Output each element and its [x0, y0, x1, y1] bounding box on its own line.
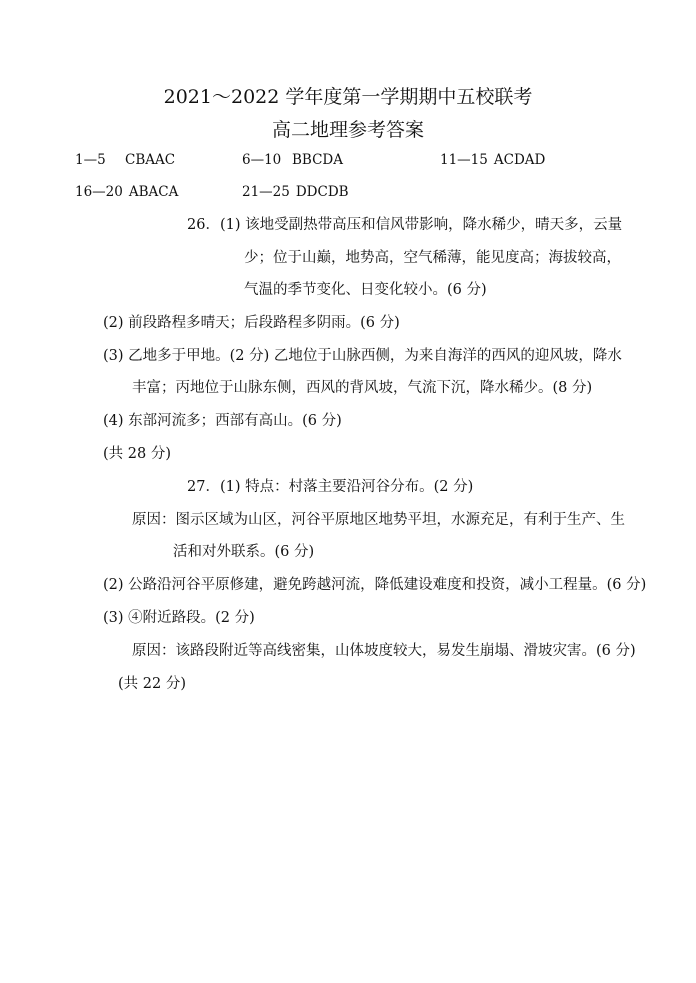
choice-answer-group	[440, 150, 545, 170]
q27-part3-reason: 原因：该路段附近等高线密集，山体坡度较大，易发生崩塌、滑坡灾害。(6 分)	[132, 643, 636, 659]
q26-part1-line1: 26．(1) 该地受副热带高压和信风带影响，降水稀少，晴天多，云量	[187, 217, 623, 233]
choice-answers: DDCDB	[295, 184, 349, 200]
choice-range: 1—5	[75, 152, 106, 168]
choice-answer-group	[242, 150, 343, 170]
q26-part1-line2: 少；位于山巅，地势高，空气稀薄，能见度高；海拔较高，	[244, 250, 621, 266]
q27-part1-reason-line2: 活和对外联系。(6 分)	[173, 544, 315, 560]
q27-total: (共 22 分)	[118, 676, 186, 692]
choice-range: 11—15	[440, 152, 488, 168]
q26-part3-line2: 丰富；丙地位于山脉东侧，西风的背风坡，气流下沉，降水稀少。(8 分)	[132, 380, 593, 396]
choice-answers: CBAAC	[125, 152, 176, 168]
q27-part3: (3) ④附近路段。(2 分)	[103, 610, 255, 626]
q26-part4: (4) 东部河流多；西部有高山。(6 分)	[103, 413, 342, 429]
choice-range: 6—10	[242, 152, 282, 168]
choice-answer-group	[242, 182, 349, 202]
document-title: 2021～2022 学年度第一学期期中五校联考	[163, 86, 533, 108]
choice-answer-group	[75, 182, 178, 202]
q27-part1: 27．(1) 特点：村落主要沿河谷分布。(2 分)	[187, 479, 474, 495]
q26-part1-line3: 气温的季节变化、日变化较小。(6 分)	[244, 282, 487, 298]
choice-answers: BBCDA	[292, 152, 343, 168]
choice-answer-group	[75, 150, 175, 170]
choice-answers: ACDAD	[493, 152, 546, 168]
q27-part1-reason-line1: 原因：图示区域为山区，河谷平原地区地势平坦，水源充足，有利于生产、生	[132, 512, 625, 528]
document-subtitle: 高二地理参考答案	[271, 119, 424, 141]
q26-part2: (2) 前段路程多晴天；后段路程多阴雨。(6 分)	[103, 315, 400, 331]
q26-total: (共 28 分)	[103, 446, 171, 462]
choice-range: 21—25	[242, 184, 290, 200]
q26-part3-line1: (3) 乙地多于甲地。(2 分) 乙地位于山脉西侧，为来自海洋的西风的迎风坡，降水	[103, 348, 622, 364]
choice-answers: ABACA	[128, 184, 179, 200]
choice-range: 16—20	[75, 184, 123, 200]
q27-part2: (2) 公路沿河谷平原修建，避免跨越河流，降低建设难度和投资，减小工程量。(6 分)	[103, 577, 647, 593]
